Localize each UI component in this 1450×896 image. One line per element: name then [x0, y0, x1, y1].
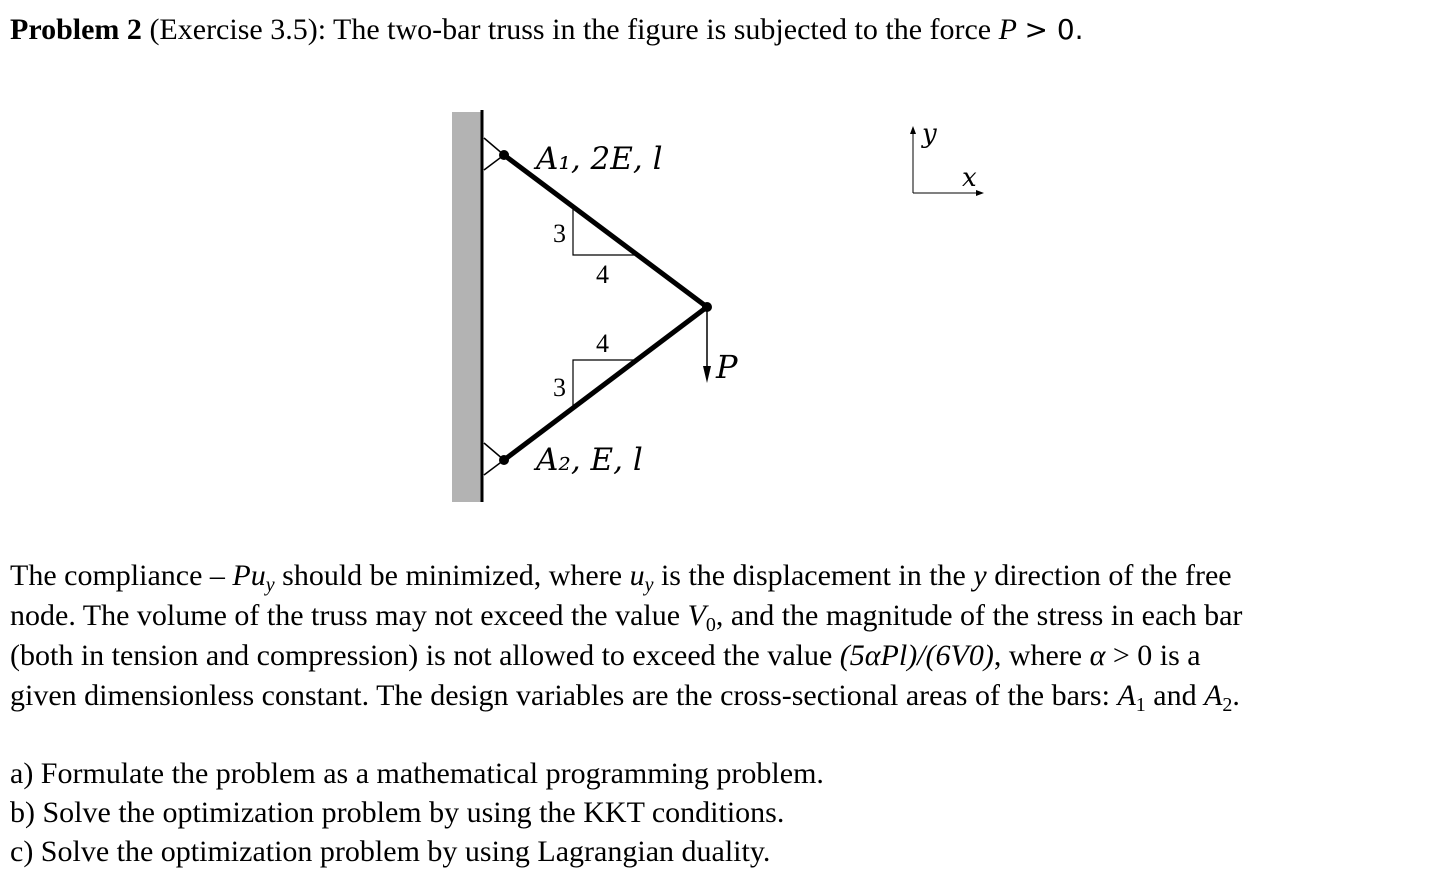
text: node. The volume of the truss may not exceed the value [10, 599, 681, 632]
text: given dimensionless constant. The design variables are the cross-sectional areas of the bars: [10, 679, 1110, 712]
text: (both in tension and compression) is not allowed to exceed the value [10, 639, 833, 672]
math-sub: y [265, 574, 275, 596]
force-arrow-head [703, 366, 711, 383]
force-condition: > 0. [1024, 13, 1084, 46]
slope-1-run: 4 [596, 260, 609, 289]
problem-description [10, 556, 1430, 716]
math-y: y [973, 559, 987, 592]
description-line-3 [10, 636, 1430, 676]
math-sub: 2 [1222, 694, 1233, 716]
text: is the displacement in the [660, 559, 966, 592]
problem-title [10, 12, 1084, 48]
text: . [1232, 679, 1240, 712]
exercise-ref: (Exercise 3.5): [149, 13, 327, 46]
y-axis-arrowhead [910, 126, 916, 134]
support-joint-bottom [499, 455, 509, 465]
math-v: V [687, 599, 706, 632]
wall [452, 112, 482, 502]
x-axis-label: x [962, 163, 977, 193]
problem-label: Problem 2 [10, 13, 142, 46]
bar-1-label: A₁, 2E, l [536, 141, 663, 177]
math-pu: Pu [232, 559, 266, 592]
text: , where [993, 639, 1083, 672]
math-stress-limit: (5αPl)/(6V0) [839, 639, 994, 672]
math-u: u [629, 559, 645, 592]
text: should be minimized, where [282, 559, 623, 592]
math-sub: 0 [705, 614, 716, 636]
math-alpha: α [1089, 639, 1106, 672]
slope-1-rise: 3 [553, 219, 566, 248]
task-c: c) Solve the optimization problem by using Lagrangian duality. [10, 835, 771, 868]
task-list [10, 754, 824, 871]
text: , and the magnitude of the stress in each bar [715, 599, 1243, 632]
force-symbol: P [998, 13, 1017, 46]
text: direction of the free [994, 559, 1232, 592]
problem-statement: The two-bar truss in the figure is subjected to the force [333, 13, 992, 46]
text: and [1153, 679, 1197, 712]
math-a1: A [1117, 679, 1136, 712]
description-line-2 [10, 596, 1430, 636]
math-a2: A [1204, 679, 1223, 712]
slope-2-run: 4 [596, 329, 609, 358]
slope-2-rise: 3 [553, 373, 566, 402]
y-axis-label: y [922, 119, 937, 149]
math-sub: y [644, 574, 654, 596]
task-a: a) Formulate the problem as a mathematical programming problem. [10, 757, 824, 790]
truss-figure [440, 100, 1040, 510]
bar-2-label: A₂, E, l [536, 442, 643, 478]
math-sub: 1 [1135, 694, 1146, 716]
task-b: b) Solve the optimization problem by using the KKT conditions. [10, 796, 785, 829]
description-line-1 [10, 556, 1430, 596]
text: The compliance – [10, 559, 225, 592]
description-line-4 [10, 676, 1430, 716]
x-axis-arrowhead [976, 190, 984, 196]
force-label: P [716, 348, 738, 386]
support-joint-top [499, 150, 509, 160]
text: > 0 is a [1112, 639, 1201, 672]
